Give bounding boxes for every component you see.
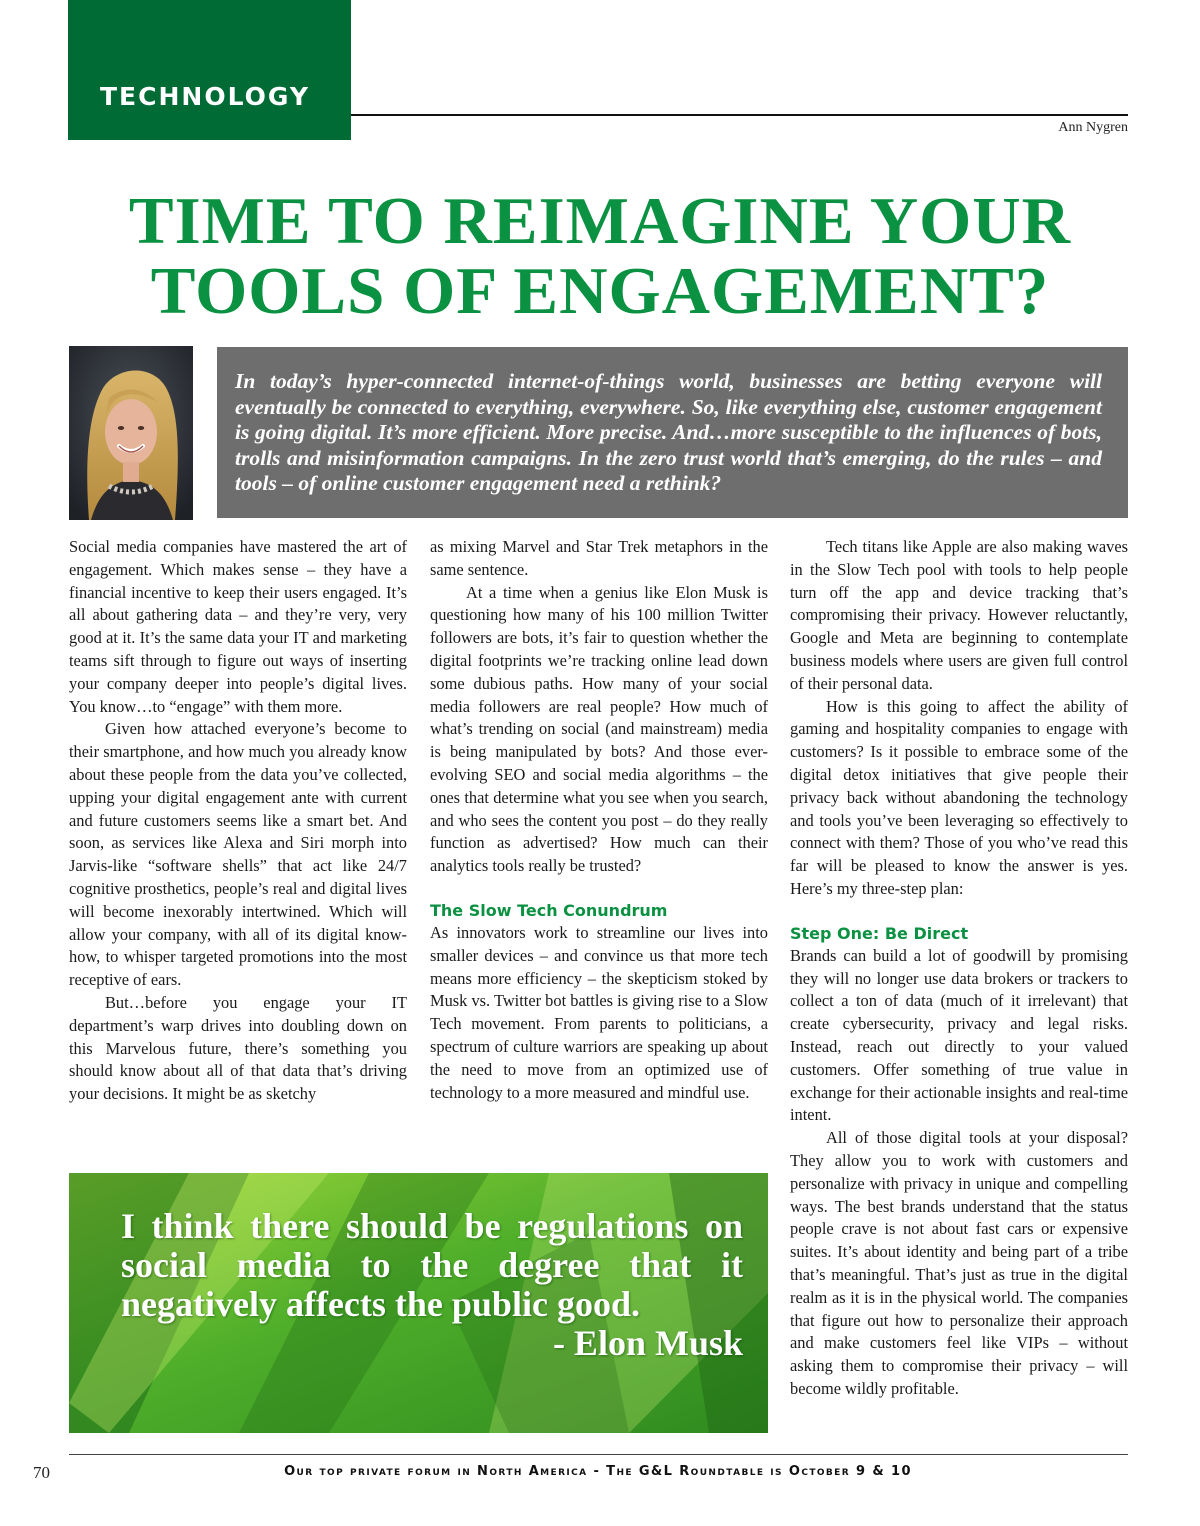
paragraph: But…before you engage your IT department’s warp drives into doubling down on this Marvelous future, there’s something you should know about all of that data that’s driving your decisions. It might be as sketchy [69, 992, 407, 1104]
paragraph: Tech titans like Apple are also making waves in the Slow Tech pool with tools to help people turn off the app and device tracking that’s compromising their privacy. However reluctantly, Google and Meta are beginning to contemplate business models where users are given full control of their personal data. [790, 537, 1128, 693]
article-column-2 [430, 536, 768, 1104]
subhead-slow-tech: The Slow Tech Conundrum [430, 900, 668, 920]
author-photo [69, 346, 193, 520]
headline [68, 186, 1132, 326]
paragraph: All of those digital tools at your disposal? They allow you to work with customers and personalize with privacy in unique and compelling ways. The best brands understand that the status people crave is not about fast cars or expensive suites. It’s about identity and being part of a tribe that’s meaningful. That’s just as true in the digital realm as it is in the physical world. The companies that figure out how to personalize their approach and make customers feel like VIPs – without asking them to compromise their privacy – will become wildly profitable. [790, 1128, 1128, 1398]
paragraph: Given how attached everyone’s become to their smartphone, and how much you already know about these people from the data you’ve collected, upping your digital engagement ante with current and future customers seems like a smart bet. And soon, as services like Alexa and Siri morph into Jarvis-like “software shells” that act like 24/7 cognitive prosthetics, people’s real and digital lives will become inexorably intertwined. Which will allow your company, with all of its digital know-how, to whisper targeted promotions into the most receptive of ears. [69, 719, 407, 990]
footer-rule [69, 1454, 1128, 1455]
page-number: 70 [33, 1463, 50, 1482]
standfirst-text: In today’s hyper-connected internet-of-things world, businesses are betting everyone will eventually be connected to everything, everywhere. So, like everything else, customer engagement is going digital. It’s more efficient. More precise. And…more susceptible to the influences of bots, trolls and misinformation campaigns. In the zero trust world that’s emerging, do the rules – and tools – of online customer engagement need a rethink? [235, 369, 1102, 495]
section-label: TECHNOLOGY [100, 82, 310, 111]
article-column-3 [790, 536, 1128, 1401]
paragraph: Social media companies have mastered the art of engagement. Which makes sense – they have a financial incentive to keep their users engaged. It’s all about gathering data – and they’re very, very good at it. It’s the same data your IT and marketing teams sift through to figure out ways of inserting your company deeper into people’s digital lives. You know…to “engage” with them more. [69, 537, 407, 716]
author-name: Ann Nygren [1058, 120, 1128, 135]
section-tab [68, 0, 351, 140]
headline-line-2: TOOLS OF ENGAGEMENT? [150, 254, 1050, 328]
paragraph: How is this going to affect the ability of gaming and hospitality companies to engage with customers? Is it possible to embrace some of the digital detox initiatives that give people their privacy back without abandoning the technology and tools you’ve been leveraging so effectively to connect with them? Those of you who’ve read this far will be pleased to know the answer is yes. Here’s my three-step plan: [790, 696, 1128, 898]
article-column-1 [69, 536, 407, 1106]
standfirst-box [217, 347, 1128, 518]
footer-promo: Our top private forum in North America - The G&L Roundtable is October 9 & 10 [284, 1464, 912, 1479]
paragraph: As innovators work to streamline our lives into smaller devices – and convince us that more tech means more efficiency – the skepticism stoked by Musk vs. Twitter bot battles is giving rise to a Slow Tech movement. From parents to politicians, a spectrum of culture warriors are speaking up about the need to move from an optimized use of technology to a more measured and mindful use. [430, 922, 768, 1102]
subhead-step-one: Step One: Be Direct [790, 923, 969, 943]
paragraph: as mixing Marvel and Star Trek metaphors in the same sentence. [430, 537, 768, 579]
author-portrait-icon [69, 346, 193, 520]
quote-text: I think there should be regulations on social media to the degree that it negatively affects the public good. [121, 1206, 743, 1324]
headline-line-1: TIME TO REIMAGINE YOUR [128, 184, 1072, 258]
paragraph: At a time when a genius like Elon Musk is questioning how many of his 100 million Twitter followers are bots, it’s fair to question whether the digital footprints we’re tracking online lead down some dubious paths. How many of your social media followers are real people? How much of what’s trending on social (and mainstream) media is being manipulated by bots? And those ever-evolving SEO and social media algorithms – the ones that determine what you see when you search, and who sees the content you post – do they really function as advertised? How much can their analytics tools really be trusted? [430, 582, 768, 876]
paragraph: Brands can build a lot of goodwill by promising they will no longer use data brokers or trackers to collect a ton of data (much of it irrelevant) that create cybersecurity, privacy and legal risks. Instead, reach out directly to your valued customers. Offer something of true value in exchange for their actionable insights and real-time intent. [790, 945, 1128, 1125]
quote-attribution: - Elon Musk [552, 1323, 743, 1363]
header-rule [351, 114, 1128, 116]
pull-quote [69, 1173, 768, 1433]
